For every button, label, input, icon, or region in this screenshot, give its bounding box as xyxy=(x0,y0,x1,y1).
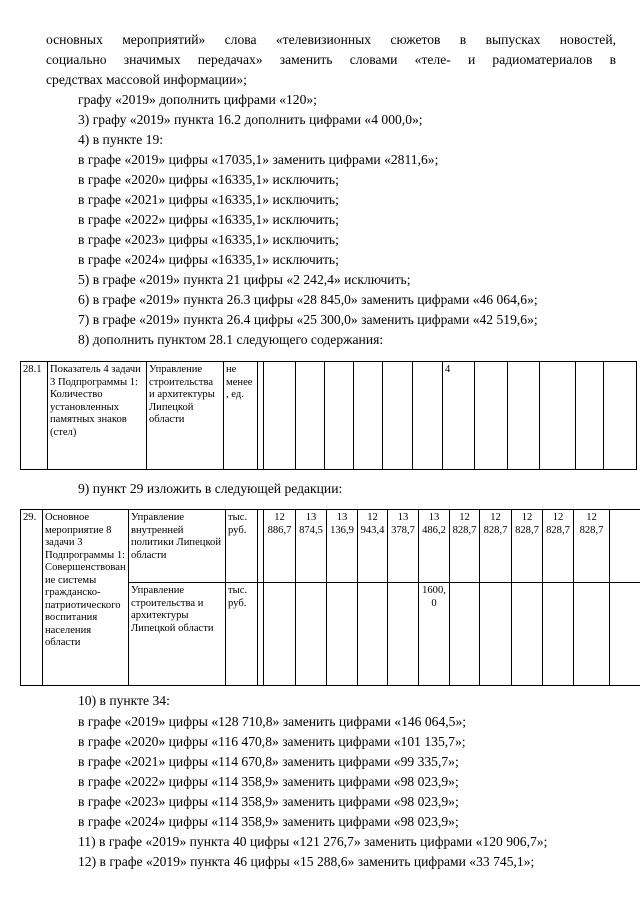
cell-value: 12 828,7 xyxy=(512,510,543,583)
cell-empty xyxy=(296,583,327,686)
intro-line-2: социально значимых передачах» заменить словами «теле- и радиоматериалов в xyxy=(46,52,616,67)
item-4-2019: в графе «2019» цифры «17035,1» заменить цифрами «2811,6»; xyxy=(78,152,439,167)
cell-empty xyxy=(296,362,325,470)
cell-empty xyxy=(512,583,543,686)
cell-empty xyxy=(475,362,508,470)
item-10-2020: в графе «2020» цифры «116 470,8» заменить цифрами «101 135,7»; xyxy=(78,734,466,749)
cell-executor: Управление внутренней политики Липецкой области xyxy=(129,510,226,583)
cell-empty xyxy=(264,583,296,686)
cell-value: 13 136,9 xyxy=(327,510,358,583)
item-8: 8) дополнить пунктом 28.1 следующего содержания: xyxy=(78,332,384,347)
item-10-2024: в графе «2024» цифры «114 358,9» заменить цифрами «98 023,9»; xyxy=(78,814,459,829)
cell-value: 12 828,7 xyxy=(450,510,480,583)
cell-value-2019: 1600, 0 xyxy=(419,583,450,686)
cell-unit: тыс. руб. xyxy=(226,510,258,583)
cell-empty xyxy=(508,362,540,470)
item-4-2023: в графе «2023» цифры «16335,1» исключить; xyxy=(78,232,339,247)
cell-value: 13 486,2 xyxy=(419,510,450,583)
item-7: 7) в графе «2019» пункта 26.4 цифры «25 300,0» заменить цифрами «42 519,6»; xyxy=(78,312,538,327)
item-6: 6) в графе «2019» пункта 26.3 цифры «28 845,0» заменить цифрами «46 064,6»; xyxy=(78,292,538,307)
cell-empty xyxy=(543,583,574,686)
item-10-2021: в графе «2021» цифры «114 670,8» заменить цифрами «99 335,7»; xyxy=(78,754,459,769)
cell-empty xyxy=(576,362,604,470)
item-12: 12) в графе «2019» пункта 46 цифры «15 288,6» заменить цифрами «33 745,1»; xyxy=(78,854,535,869)
cell-value: 12 886,7 xyxy=(264,510,296,583)
cell-empty xyxy=(354,362,383,470)
table-item-29 xyxy=(20,509,640,686)
item-4-2024: в графе «2024» цифры «16335,1» исключить; xyxy=(78,252,339,267)
item-4-2021: в графе «2021» цифры «16335,1» исключить; xyxy=(78,192,339,207)
item-add-120: графу «2019» дополнить цифрами «120»; xyxy=(78,92,317,107)
cell-value: 13 874,5 xyxy=(296,510,327,583)
cell-empty xyxy=(388,583,419,686)
cell-value: 13 378,7 xyxy=(388,510,419,583)
cell-empty xyxy=(450,583,480,686)
cell-value: 12 828,7 xyxy=(480,510,512,583)
intro-line-3: средствах массовой информации»; xyxy=(46,72,247,87)
cell-number: 29. xyxy=(21,510,43,686)
cell-unit: не менее, ед. xyxy=(224,362,258,470)
cell-activity-name: Основное мероприятие 8 задачи 3 Подпрограммы 1: Совершенствование системы гражданско-патриотического воспитания населения области xyxy=(43,510,129,686)
cell-empty xyxy=(610,583,640,686)
cell-number: 28.1 xyxy=(21,362,48,470)
item-4: 4) в пункте 19: xyxy=(78,132,164,147)
cell-empty xyxy=(574,583,610,686)
cell-empty xyxy=(264,362,296,470)
item-10-2019: в графе «2019» цифры «128 710,8» заменить цифрами «146 064,5»; xyxy=(78,714,467,729)
item-4-2020: в графе «2020» цифры «16335,1» исключить; xyxy=(78,172,339,187)
cell-empty xyxy=(358,583,388,686)
cell-value-2019: 4 xyxy=(443,362,475,470)
item-10: 10) в пункте 34: xyxy=(78,693,170,708)
intro-line-1: основных мероприятий» слова «телевизионных сюжетов в выпусках новостей, xyxy=(46,32,616,47)
cell-empty xyxy=(540,362,576,470)
cell-empty xyxy=(413,362,443,470)
cell-empty xyxy=(610,510,640,583)
table-item-28-1 xyxy=(20,361,637,470)
cell-empty xyxy=(327,583,358,686)
cell-indicator-name: Показатель 4 задачи 3 Подпрограммы 1: Количество установленных памятных знаков (стел) xyxy=(48,362,147,470)
item-5: 5) в графе «2019» пункта 21 цифры «2 242,4» исключить; xyxy=(78,272,411,287)
item-11: 11) в графе «2019» пункта 40 цифры «121 276,7» заменить цифрами «120 906,7»; xyxy=(78,834,548,849)
cell-unit: тыс. руб. xyxy=(226,583,258,686)
cell-value: 12 828,7 xyxy=(543,510,574,583)
item-9: 9) пункт 29 изложить в следующей редакции: xyxy=(78,481,343,496)
cell-value: 12 828,7 xyxy=(574,510,610,583)
item-4-2022: в графе «2022» цифры «16335,1» исключить; xyxy=(78,212,339,227)
cell-value: 12 943,4 xyxy=(358,510,388,583)
cell-empty xyxy=(383,362,413,470)
cell-executor: Управление строительства и архитектуры Липецкой области xyxy=(129,583,226,686)
item-10-2023: в графе «2023» цифры «114 358,9» заменить цифрами «98 023,9»; xyxy=(78,794,459,809)
cell-empty xyxy=(325,362,354,470)
cell-empty xyxy=(480,583,512,686)
item-3: 3) графу «2019» пункта 16.2 дополнить цифрами «4 000,0»; xyxy=(78,112,423,127)
item-10-2022: в графе «2022» цифры «114 358,9» заменить цифрами «98 023,9»; xyxy=(78,774,459,789)
cell-empty xyxy=(604,362,637,470)
cell-executor: Управление строительства и архитектуры Липецкой области xyxy=(147,362,224,470)
